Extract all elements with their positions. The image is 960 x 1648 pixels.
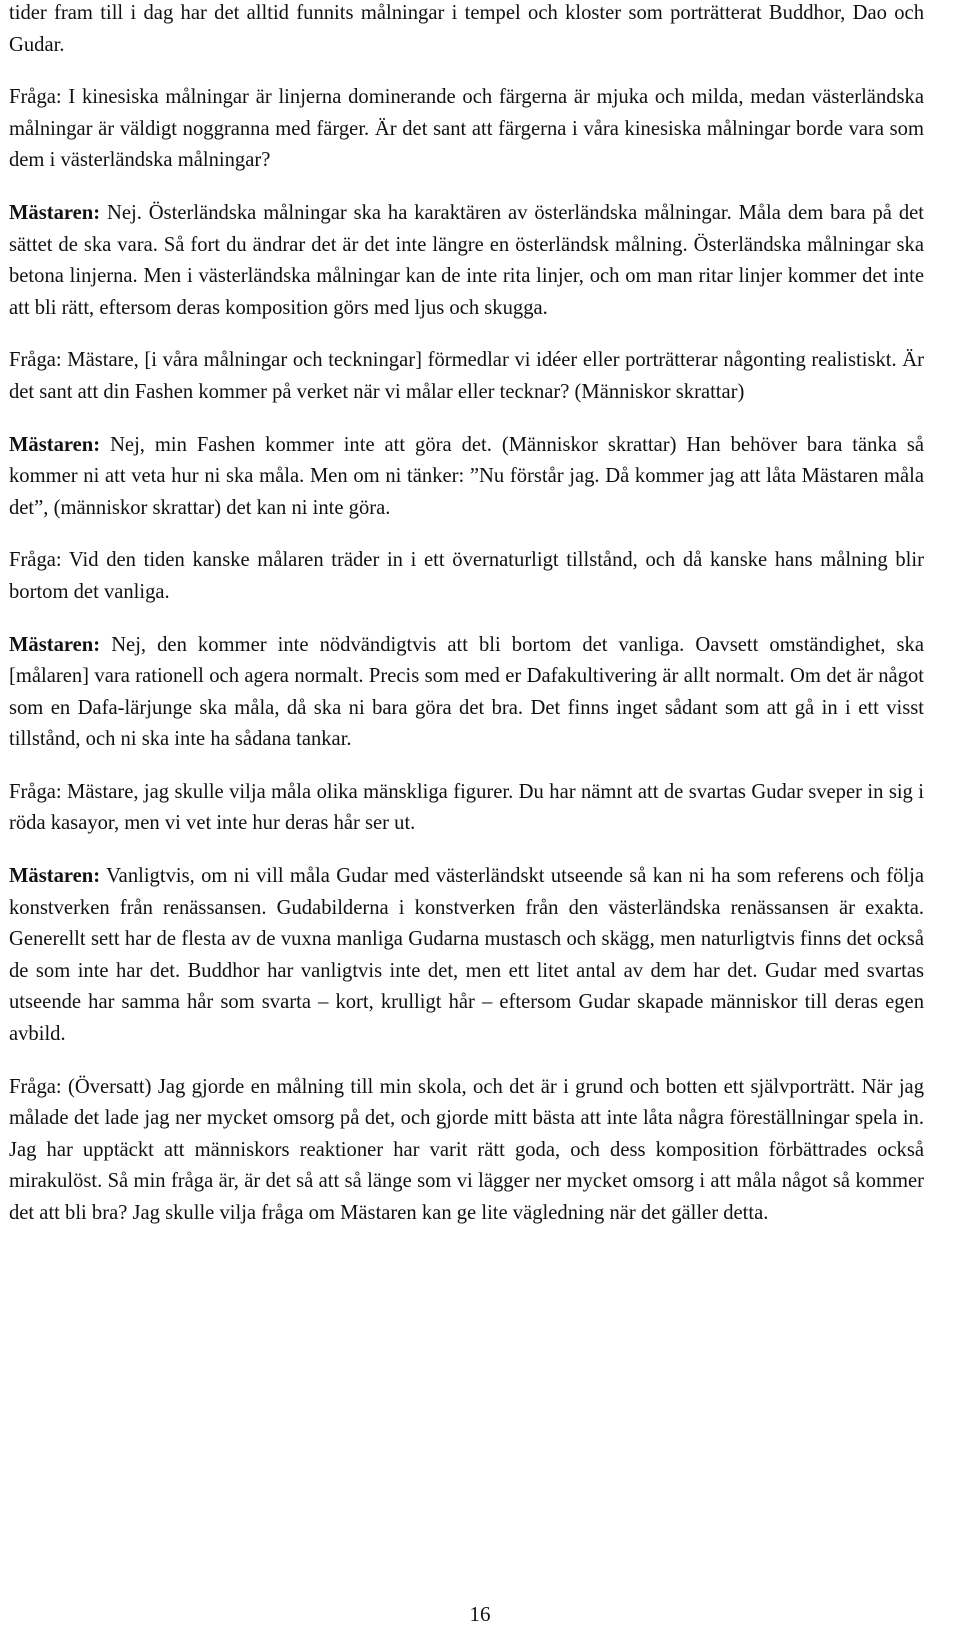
paragraph-text: tider fram till i dag har det alltid funnits målningar i tempel och kloster som porträtterat Buddhor, Dao och Gudar. [9, 2, 924, 56]
question-paragraph-2 [9, 345, 924, 408]
paragraph-text: Nej. Österländska målningar ska ha karaktären av österländska målningar. Måla dem bara på det sättet de ska vara. Så fort du ändrar det är det inte längre en österländsk målning. Österländska målningar ska betona linjerna. Men i västerländska målningar kan de inte rita linjer, och om man ritar linjer kommer det inte att bli rätt, eftersom deras komposition görs med ljus och skugga. [9, 201, 924, 319]
question-paragraph-1 [9, 82, 924, 177]
paragraph-text: Fråga: Mästare, jag skulle vilja måla olika mänskliga figurer. Du har nämnt att de svartas Gudar sveper in sig i röda kasayor, men vi vet inte hur deras hår ser ut. [9, 780, 924, 835]
paragraph-text: Fråga: I kinesiska målningar är linjerna dominerande och färgerna är mjuka och milda, medan västerländska målningar är väldigt noggranna med färger. Är det sant att färgerna i våra kinesiska målningar borde vara som dem i västerländska målningar? [9, 86, 924, 172]
speaker-label: Mästaren: [9, 433, 101, 456]
speaker-label: Mästaren: [9, 201, 101, 224]
question-paragraph-3 [9, 545, 924, 608]
paragraph-text: Nej, den kommer inte nödvändigtvis att bli bortom det vanliga. Oavsett omständighet, ska [målaren] vara rationell och agera normalt. Precis som med er Dafakultivering är allt normalt. Om det är något som en Dafa-lärjunge ska måla, då ska ni bara göra det bra. Det finns inget sådant som att gå in i ett visst tillstånd, och ni ska inte ha sådana tankar. [9, 633, 924, 751]
paragraph-text: Fråga: (Översatt) Jag gjorde en målning till min skola, och det är i grund och botten ett självporträtt. När jag målade det lade jag ner mycket omsorg på det, och gjorde mitt bästa att inte låta några föreställningar spela in. Jag har upptäckt att människors reaktioner har varit rätt goda, och dess komposition förbättrades också mirakulöst. Så min fråga är, är det så att så länge som vi lägger ner mycket omsorg i att måla något så kommer det att bli bra? Jag skulle vilja fråga om Mästaren kan ge lite vägledning när det gäller detta. [9, 1075, 924, 1224]
paragraph-text: Fråga: Vid den tiden kanske målaren träder in i ett övernaturligt tillstånd, och då kanske hans målning blir bortom det vanliga. [9, 549, 924, 603]
question-paragraph-4 [9, 777, 924, 840]
paragraph-text: Nej, min Fashen kommer inte att göra det. (Människor skrattar) Han behöver bara tänka så kommer ni att veta hur ni ska måla. Men om ni tänker: ”Nu förstår jag. Då kommer jag att låta Mästaren måla det”, (människor skrattar) det kan ni inte göra. [9, 433, 924, 519]
page-number: 16 [469, 1602, 491, 1626]
paragraph-text: Vanligtvis, om ni vill måla Gudar med västerländskt utseende så kan ni ha som referens och följa konstverken från renässansen. Gudabilderna i konstverken från den västerländska renässansen är exakta. Generellt sett har de flesta av de vuxna manliga Gudarna mustasch och skägg, men naturligtvis finns det också de som inte har det. Buddhor har vanligtvis inte det, men ett litet antal av dem har det. Gudar med svartas utseende har samma hår som svarta – kort, krulligt hår – eftersom Gudar skapade människor till deras egen avbild. [9, 865, 924, 1046]
answer-paragraph-2 [9, 430, 924, 525]
speaker-label: Mästaren: [9, 865, 101, 888]
answer-paragraph-1 [9, 198, 924, 324]
answer-paragraph-3 [9, 630, 924, 756]
paragraph-text: Fråga: Mästare, [i våra målningar och teckningar] förmedlar vi idéer eller porträtterar någonting realistiskt. Är det sant att din Fashen kommer på verket när vi målar eller tecknar? (Människor skrattar) [9, 349, 924, 403]
paragraph-1 [9, 0, 924, 61]
question-paragraph-5 [9, 1072, 924, 1230]
speaker-label: Mästaren: [9, 633, 101, 656]
answer-paragraph-4 [9, 861, 924, 1051]
